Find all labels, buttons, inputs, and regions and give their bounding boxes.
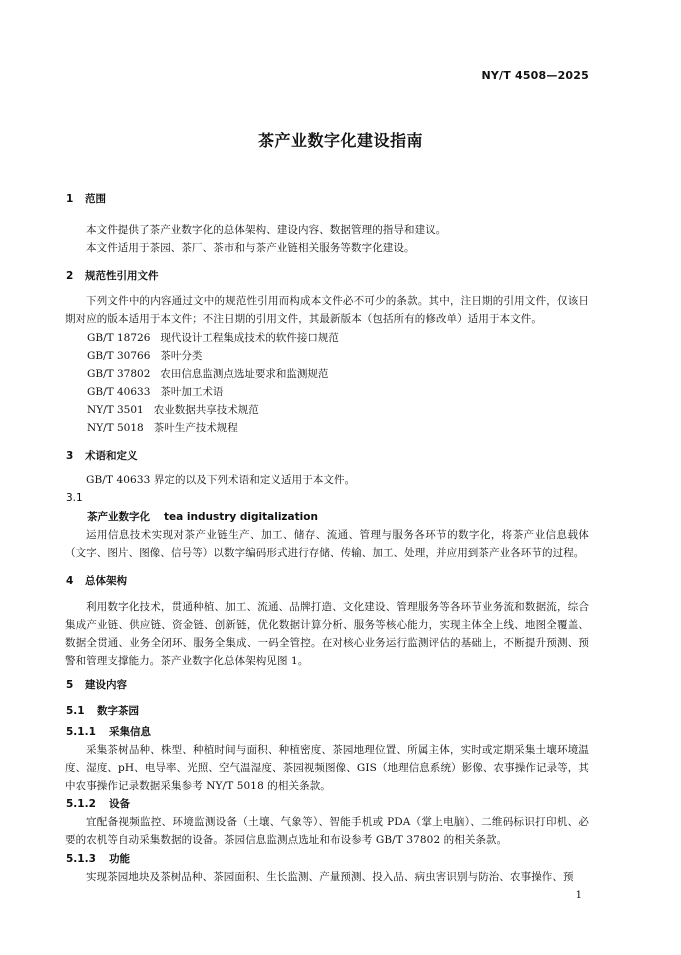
term-chinese: 茶产业数字化 xyxy=(87,511,150,523)
term-definition: 运用信息技术实现对茶产业链生产、加工、储存、流通、管理与服务各环节的数字化，将茶产业信息载体（文字、图片、图像、信号等）以数字编码形式进行存储、传输、加工、处理，并应用到茶产业各环节的过程。 xyxy=(65,529,589,559)
section-number: 5 xyxy=(66,679,74,691)
section-number: 2 xyxy=(66,270,74,282)
architecture-paragraph: 利用数字化技术，贯通种植、加工、流通、品牌打造、文化建设、管理服务等各环节业务流和数据流，综合集成产业链、供应链、资金链、创新链，优化数据计算分析、服务等核心能力，实现主体全上线、地图全覆盖、数据全贯通、业务全闭环、服务全集成、一码全管控。在对核心业务运行监测评估的基础上，不断提升预测、预警和管理支撑能力。茶产业数字化总体架构见图 1。 xyxy=(65,601,589,667)
reference-title: 农业数据共享技术规范 xyxy=(153,404,259,416)
scope-paragraph-1: 本文件提供了茶产业数字化的总体架构、建设内容、数据管理的指导和建议。 xyxy=(86,224,447,236)
section-1-heading xyxy=(66,191,106,206)
section-number: 3 xyxy=(66,450,74,462)
reference-item xyxy=(87,384,223,399)
section-number: 5.1.1 xyxy=(66,726,96,738)
section-5-1-2-heading xyxy=(66,796,130,811)
terms-intro: GB/T 40633 界定的以及下列术语和定义适用于本文件。 xyxy=(86,474,356,486)
reference-title: 现代设计工程集成技术的软件接口规范 xyxy=(160,332,339,344)
reference-code: GB/T 30766 xyxy=(87,350,151,362)
equipment-paragraph: 宜配备视频监控、环境监测设备（土壤、气象等）、智能手机或 PDA（掌上电脑）、二维码标识打印机、必要的农机等自动采集数据的设备。茶园信息监测点选址和布设参考 GB/T 37802 的相关条款。 xyxy=(65,816,589,846)
reference-code: GB/T 18726 xyxy=(87,332,151,344)
term-entry xyxy=(87,509,318,524)
reference-title: 茶叶生产技术规程 xyxy=(153,422,238,434)
section-number: 4 xyxy=(66,575,74,587)
section-number: 1 xyxy=(66,193,74,205)
reference-title: 茶叶加工术语 xyxy=(160,386,224,398)
standard-number: NY/T 4508—2025 xyxy=(481,69,589,82)
section-3-heading xyxy=(66,448,138,463)
section-title: 功能 xyxy=(109,853,130,865)
reference-item xyxy=(87,402,259,417)
section-title: 范围 xyxy=(85,193,106,205)
section-2-heading xyxy=(66,268,159,283)
page-number: 1 xyxy=(575,890,582,901)
normative-references-intro: 下列文件中的内容通过文中的规范性引用而构成本文件必不可少的条款。其中，注日期的引用文件，仅该日期对应的版本适用于本文件；不注日期的引用文件，其最新版本（包括所有的修改单）适用于本文件。 xyxy=(65,295,589,325)
section-title: 术语和定义 xyxy=(85,450,138,462)
reference-item xyxy=(87,420,238,435)
reference-code: NY/T 3501 xyxy=(87,404,144,416)
section-number: 5.1 xyxy=(66,705,85,717)
reference-code: GB/T 37802 xyxy=(87,368,151,380)
section-title: 采集信息 xyxy=(109,726,151,738)
section-5-1-3-heading xyxy=(66,851,130,866)
collect-info-paragraph: 采集茶树品种、株型、种植时间与面积、种植密度、茶园地理位置、所属主体，实时或定期采集土壤环境温度、湿度、pH、电导率、光照、空气温湿度、茶园视频图像、GIS（地理信息系统）影像、农事操作记录等，其中农事操作记录数据采集参考 NY/T 5018 的相关条款。 xyxy=(65,744,589,792)
scope-paragraph-2: 本文件适用于茶园、茶厂、茶市和与茶产业链相关服务等数字化建设。 xyxy=(86,242,415,254)
section-4-heading xyxy=(66,573,127,588)
reference-item xyxy=(87,330,339,345)
term-number: 3.1 xyxy=(66,492,83,504)
reference-code: GB/T 40633 xyxy=(87,386,151,398)
document-title: 茶产业数字化建设指南 xyxy=(257,131,423,150)
section-title: 数字茶园 xyxy=(97,705,139,717)
section-5-1-heading xyxy=(66,703,139,718)
section-number: 5.1.3 xyxy=(66,853,96,865)
section-number: 5.1.2 xyxy=(66,798,96,810)
section-title: 总体架构 xyxy=(85,575,127,587)
section-title: 规范性引用文件 xyxy=(85,270,159,282)
section-title: 设备 xyxy=(109,798,130,810)
function-paragraph: 实现茶园地块及茶树品种、茶园面积、生长监测、产量预测、投入品、病虫害识别与防治、农事操作、预 xyxy=(86,871,574,883)
section-5-heading xyxy=(66,677,127,692)
reference-item xyxy=(87,366,328,381)
term-english: tea industry digitalization xyxy=(164,511,318,523)
section-5-1-1-heading xyxy=(66,724,151,739)
reference-title: 茶叶分类 xyxy=(160,350,203,362)
section-title: 建设内容 xyxy=(85,679,127,691)
reference-title: 农田信息监测点选址要求和监测规范 xyxy=(160,368,329,380)
reference-item xyxy=(87,348,202,363)
reference-code: NY/T 5018 xyxy=(87,422,144,434)
